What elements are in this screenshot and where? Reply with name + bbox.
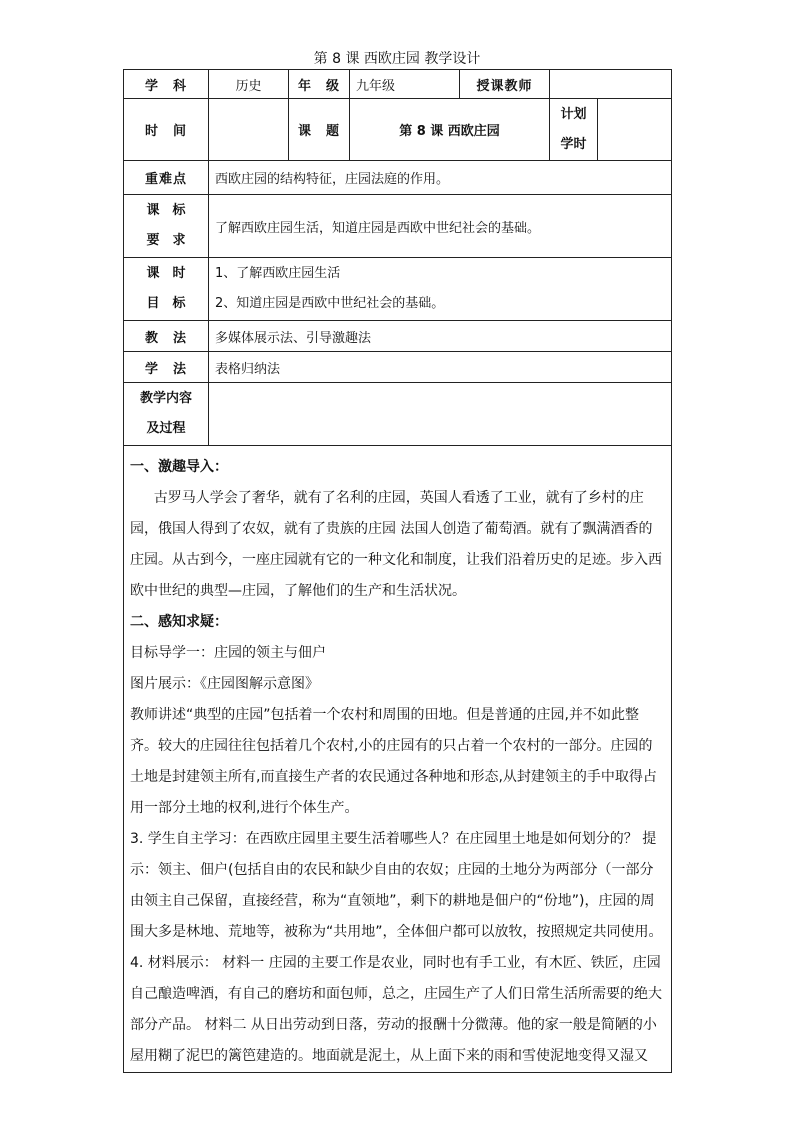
- plan-label-line1: 计划: [560, 106, 587, 122]
- time-label: 时 间: [124, 99, 209, 161]
- learning-method-label: 学 法: [124, 352, 209, 383]
- row-key: [124, 161, 672, 195]
- paragraph-intro: 古罗马人学会了奢华，就有了名利的庄园，英国人看透了工业，就有了乡村的庄园，俄国人得到了农奴，就有了贵族的庄园 法国人创造了葡萄酒。就有了飘满酒香的庄园。从古到今，一座庄园就有它的一种文化和制度，让我们沿着历史的足迹。步入西欧中世纪的典型—庄园，了解他们的生产和生活状况。: [130, 490, 662, 599]
- teaching-method-label: 教 法: [124, 321, 209, 352]
- teacher-label: 授课教师: [460, 70, 550, 99]
- goals-value: [209, 258, 672, 321]
- section-heading-intro: 一、激趣导入：: [130, 459, 228, 475]
- row-learning-method: [124, 352, 672, 383]
- goal-item-2: 2、知道庄园是西欧中世纪社会的基础。: [215, 296, 445, 311]
- standard-label-line2: 要 求: [146, 233, 186, 248]
- row-time: [124, 99, 672, 161]
- subject-label: 学 科: [124, 70, 209, 99]
- document-title: 第 8 课 西欧庄园 教学设计: [313, 51, 481, 67]
- paragraph-goal-one: 目标导学一：庄园的领主与佃户: [130, 645, 326, 661]
- topic-label: 课 题: [289, 99, 350, 161]
- grade-value: 九年级: [350, 70, 460, 99]
- row-goals: [124, 258, 672, 321]
- paragraph-teacher-talk: 教师讲述“典型的庄园”包括着一个农村和周围的田地。但是普通的庄园,并不如此整齐。较大的庄园往往包括着几个农村,小的庄园有的只占着一个农村的一部分。庄园的土地是封建领主所有,而直接生产者的农民通过各种地和形态,从封建领主的手中取得占用一部分土地的权利,进行个体生产。: [130, 707, 657, 816]
- teaching-method-value: 多媒体展示法、引导激趣法: [209, 321, 672, 352]
- standard-value: 了解西欧庄园生活，知道庄园是西欧中世纪社会的基础。: [209, 195, 672, 258]
- row-standard: [124, 195, 672, 258]
- grade-label: 年 级: [289, 70, 350, 99]
- plan-value: [598, 99, 672, 161]
- process-value: [209, 383, 672, 446]
- teacher-value: [550, 70, 672, 99]
- key-value: 西欧庄园的结构特征，庄园法庭的作用。: [209, 161, 672, 195]
- learning-method-value: 表格归纳法: [209, 352, 672, 383]
- lesson-content: [124, 446, 672, 1073]
- row-process: [124, 383, 672, 446]
- goal-item-1: 1、了解西欧庄园生活: [215, 266, 341, 281]
- standard-label: [124, 195, 209, 258]
- process-label-line1: 教学内容: [139, 391, 192, 406]
- paragraph-self-study: 3. 学生自主学习：在西欧庄园里主要生活着哪些人？在庄园里土地是如何划分的？ 提示：领主、佃户(包括自由的农民和缺少自由的农奴；庄园的土地分为两部分（一部分由领主自己保留，直接经营，称为“直领地”，剩下的耕地是佃户的“份地”)，庄园的周围大多是林地、荒地等，被称为“共用地”，全体佃户都可以放牧，按照规定共同使用。: [130, 831, 663, 940]
- key-label: 重难点: [124, 161, 209, 195]
- process-label-line2: 及过程: [146, 421, 186, 436]
- row-subject: [124, 70, 672, 99]
- paragraph-image-display: 图片展示：《庄园图解示意图》: [130, 676, 319, 692]
- process-label: [124, 383, 209, 446]
- paragraph-materials: 4. 材料展示： 材料一 庄园的主要工作是农业，同时也有手工业，有木匠、铁匠，庄园自己酿造啤酒，有自己的磨坊和面包师，总之，庄园生产了人们日常生活所需要的绝大部分产品。 材料二 从日出劳动到日落，劳动的报酬十分微薄。他的家一般是简陋的小屋用糊了泥巴的篱笆建造的。地面就是泥土，从上面下来的雨和雪使泥地变得又湿又: [130, 955, 662, 1064]
- goals-label-line2: 目 标: [146, 296, 186, 311]
- plan-label: [550, 99, 598, 161]
- goals-label: [124, 258, 209, 321]
- lesson-plan-table: [123, 69, 672, 1073]
- standard-label-line1: 课 标: [146, 203, 186, 218]
- topic-value: 第 8 课 西欧庄园: [350, 99, 550, 161]
- section-heading-inquiry: 二、感知求疑：: [130, 614, 228, 630]
- subject-value: 历史: [209, 70, 289, 99]
- row-teaching-method: [124, 321, 672, 352]
- time-value: [209, 99, 289, 161]
- plan-label-line2: 学时: [560, 136, 587, 152]
- row-content: [124, 446, 672, 1073]
- goals-label-line1: 课 时: [146, 266, 186, 281]
